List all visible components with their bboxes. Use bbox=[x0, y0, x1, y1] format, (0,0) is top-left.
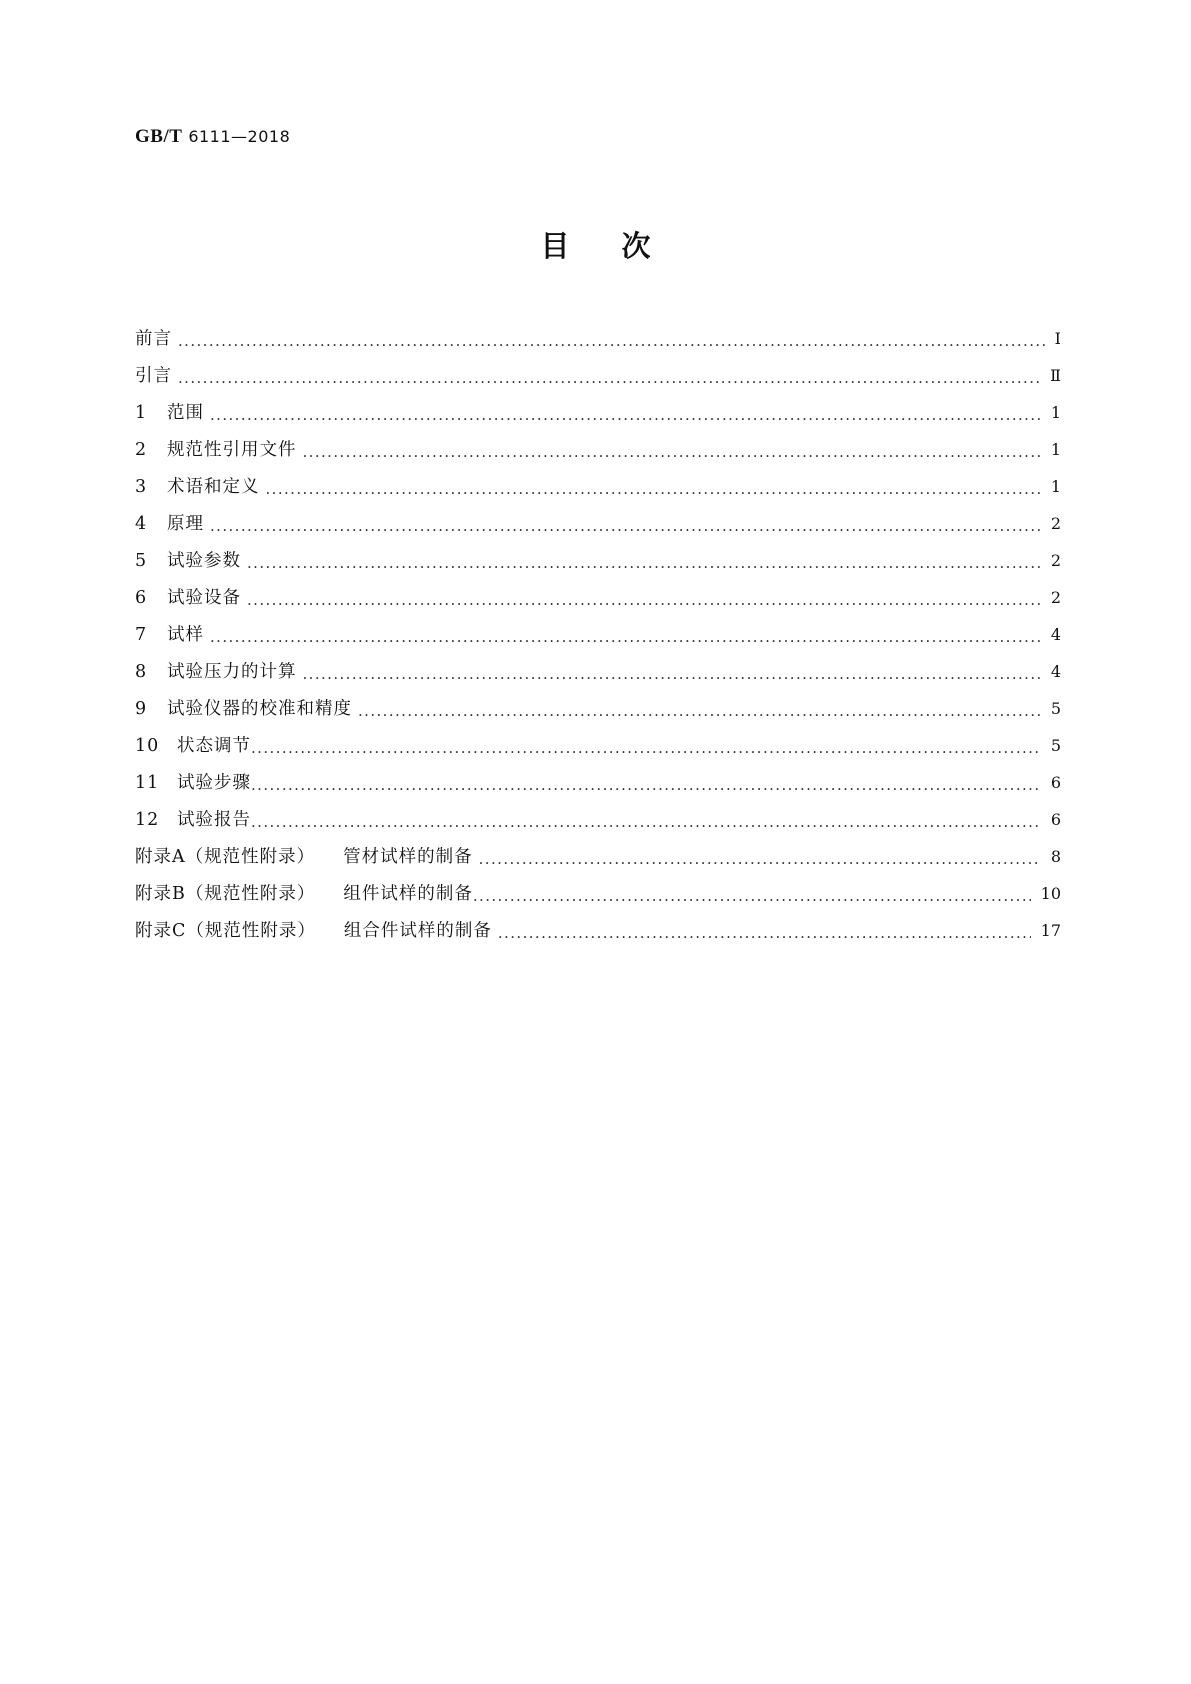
toc-leader-dots bbox=[210, 410, 1041, 428]
toc-leader-dots bbox=[178, 336, 1045, 354]
toc-annex-title: 附录B（规范性附录） bbox=[135, 884, 316, 904]
toc-leader-dots bbox=[178, 373, 1040, 391]
toc-leader-dots bbox=[251, 743, 1041, 761]
toc-entry-5[interactable] bbox=[135, 547, 1061, 584]
toc-leader-dots bbox=[479, 854, 1041, 872]
toc-entry-label bbox=[135, 843, 479, 868]
toc-annex-subtitle: 组合件试样的制备 bbox=[343, 921, 492, 941]
page-title: 目次 bbox=[540, 229, 703, 263]
toc-entry-label: 规范性引用文件 bbox=[167, 440, 297, 460]
toc-entry-number: 1 bbox=[135, 403, 148, 423]
toc-entry-page: 4 bbox=[1050, 625, 1061, 644]
toc-entry-page: 5 bbox=[1050, 699, 1061, 718]
toc-entry-label bbox=[135, 917, 498, 942]
toc-entry-page: 6 bbox=[1050, 810, 1061, 829]
toc-entry-3[interactable] bbox=[135, 473, 1061, 510]
toc-entry-12[interactable] bbox=[135, 806, 1061, 843]
toc-entry-annex-a[interactable] bbox=[135, 843, 1061, 880]
toc-entry-label: 试样 bbox=[167, 625, 204, 645]
toc-entry-foreword[interactable] bbox=[135, 325, 1061, 362]
toc-leader-dots bbox=[247, 595, 1041, 613]
toc-entry-9[interactable] bbox=[135, 695, 1061, 732]
toc-entry-1[interactable] bbox=[135, 399, 1061, 436]
toc-annex-subtitle: 组件试样的制备 bbox=[343, 884, 473, 904]
toc-entry-number: 10 bbox=[135, 736, 160, 756]
toc-entry-page: 2 bbox=[1050, 514, 1061, 533]
toc-entry-page: 6 bbox=[1050, 773, 1061, 792]
toc-leader-dots bbox=[473, 891, 1031, 909]
standard-number: 6111—2018 bbox=[188, 127, 291, 146]
toc-entry-annex-b[interactable] bbox=[135, 880, 1061, 917]
toc-entry-label: 原理 bbox=[167, 514, 204, 534]
toc-entry-annex-c[interactable] bbox=[135, 917, 1061, 954]
toc-leader-dots bbox=[266, 484, 1041, 502]
toc-entry-number: 8 bbox=[135, 662, 148, 682]
toc-entry-label: 引言 bbox=[135, 366, 172, 386]
toc-leader-dots bbox=[498, 928, 1031, 946]
page-header bbox=[135, 126, 290, 148]
toc-entry-10[interactable] bbox=[135, 732, 1061, 769]
toc-entry-label: 术语和定义 bbox=[167, 477, 260, 497]
toc-leader-dots bbox=[303, 447, 1041, 465]
toc-entry-7[interactable] bbox=[135, 621, 1061, 658]
toc-entry-number: 9 bbox=[135, 699, 148, 719]
toc-annex-subtitle: 管材试样的制备 bbox=[343, 847, 473, 867]
toc-entry-number: 3 bbox=[135, 477, 148, 497]
toc-leader-dots bbox=[247, 558, 1041, 576]
toc-entry-page: 2 bbox=[1050, 588, 1061, 607]
table-of-contents bbox=[135, 325, 1061, 954]
toc-entry-4[interactable] bbox=[135, 510, 1061, 547]
toc-entry-page: Ⅱ bbox=[1050, 366, 1061, 385]
toc-entry-page: 1 bbox=[1050, 440, 1061, 459]
toc-entry-page: Ⅰ bbox=[1054, 329, 1061, 348]
toc-entry-label: 试验参数 bbox=[167, 551, 241, 571]
toc-entry-label: 试验报告 bbox=[177, 810, 251, 830]
standard-code: GB/T bbox=[135, 126, 183, 147]
toc-entry-page: 1 bbox=[1050, 477, 1061, 496]
toc-entry-number: 4 bbox=[135, 514, 148, 534]
toc-entry-label: 状态调节 bbox=[177, 736, 251, 756]
toc-entry-label: 范围 bbox=[167, 403, 204, 423]
toc-entry-page: 10 bbox=[1040, 884, 1061, 903]
toc-leader-dots bbox=[210, 632, 1041, 650]
toc-entry-number: 2 bbox=[135, 440, 148, 460]
toc-entry-label: 试验步骤 bbox=[177, 773, 251, 793]
toc-leader-dots bbox=[251, 817, 1041, 835]
toc-entry-label: 前言 bbox=[135, 329, 172, 349]
toc-entry-page: 1 bbox=[1050, 403, 1061, 422]
toc-entry-page: 5 bbox=[1050, 736, 1061, 755]
toc-entry-introduction[interactable] bbox=[135, 362, 1061, 399]
toc-entry-6[interactable] bbox=[135, 584, 1061, 621]
toc-entry-number: 5 bbox=[135, 551, 148, 571]
toc-entry-label: 试验压力的计算 bbox=[167, 662, 297, 682]
toc-entry-label: 试验设备 bbox=[167, 588, 241, 608]
toc-annex-title: 附录A（规范性附录） bbox=[135, 847, 316, 867]
toc-leader-dots bbox=[210, 521, 1041, 539]
toc-entry-2[interactable] bbox=[135, 436, 1061, 473]
toc-entry-page: 2 bbox=[1050, 551, 1061, 570]
toc-leader-dots bbox=[251, 780, 1041, 798]
toc-entry-number: 7 bbox=[135, 625, 148, 645]
toc-entry-number: 6 bbox=[135, 588, 148, 608]
toc-annex-title: 附录C（规范性附录） bbox=[135, 921, 316, 941]
toc-entry-number: 12 bbox=[135, 810, 160, 830]
toc-entry-page: 17 bbox=[1040, 921, 1061, 940]
toc-leader-dots bbox=[303, 669, 1041, 687]
toc-entry-page: 4 bbox=[1050, 662, 1061, 681]
toc-entry-label bbox=[135, 880, 473, 905]
toc-entry-11[interactable] bbox=[135, 769, 1061, 806]
toc-entry-8[interactable] bbox=[135, 658, 1061, 695]
toc-leader-dots bbox=[358, 706, 1041, 724]
toc-entry-page: 8 bbox=[1050, 847, 1061, 866]
toc-entry-label: 试验仪器的校准和精度 bbox=[167, 699, 352, 719]
toc-entry-number: 11 bbox=[135, 773, 160, 793]
